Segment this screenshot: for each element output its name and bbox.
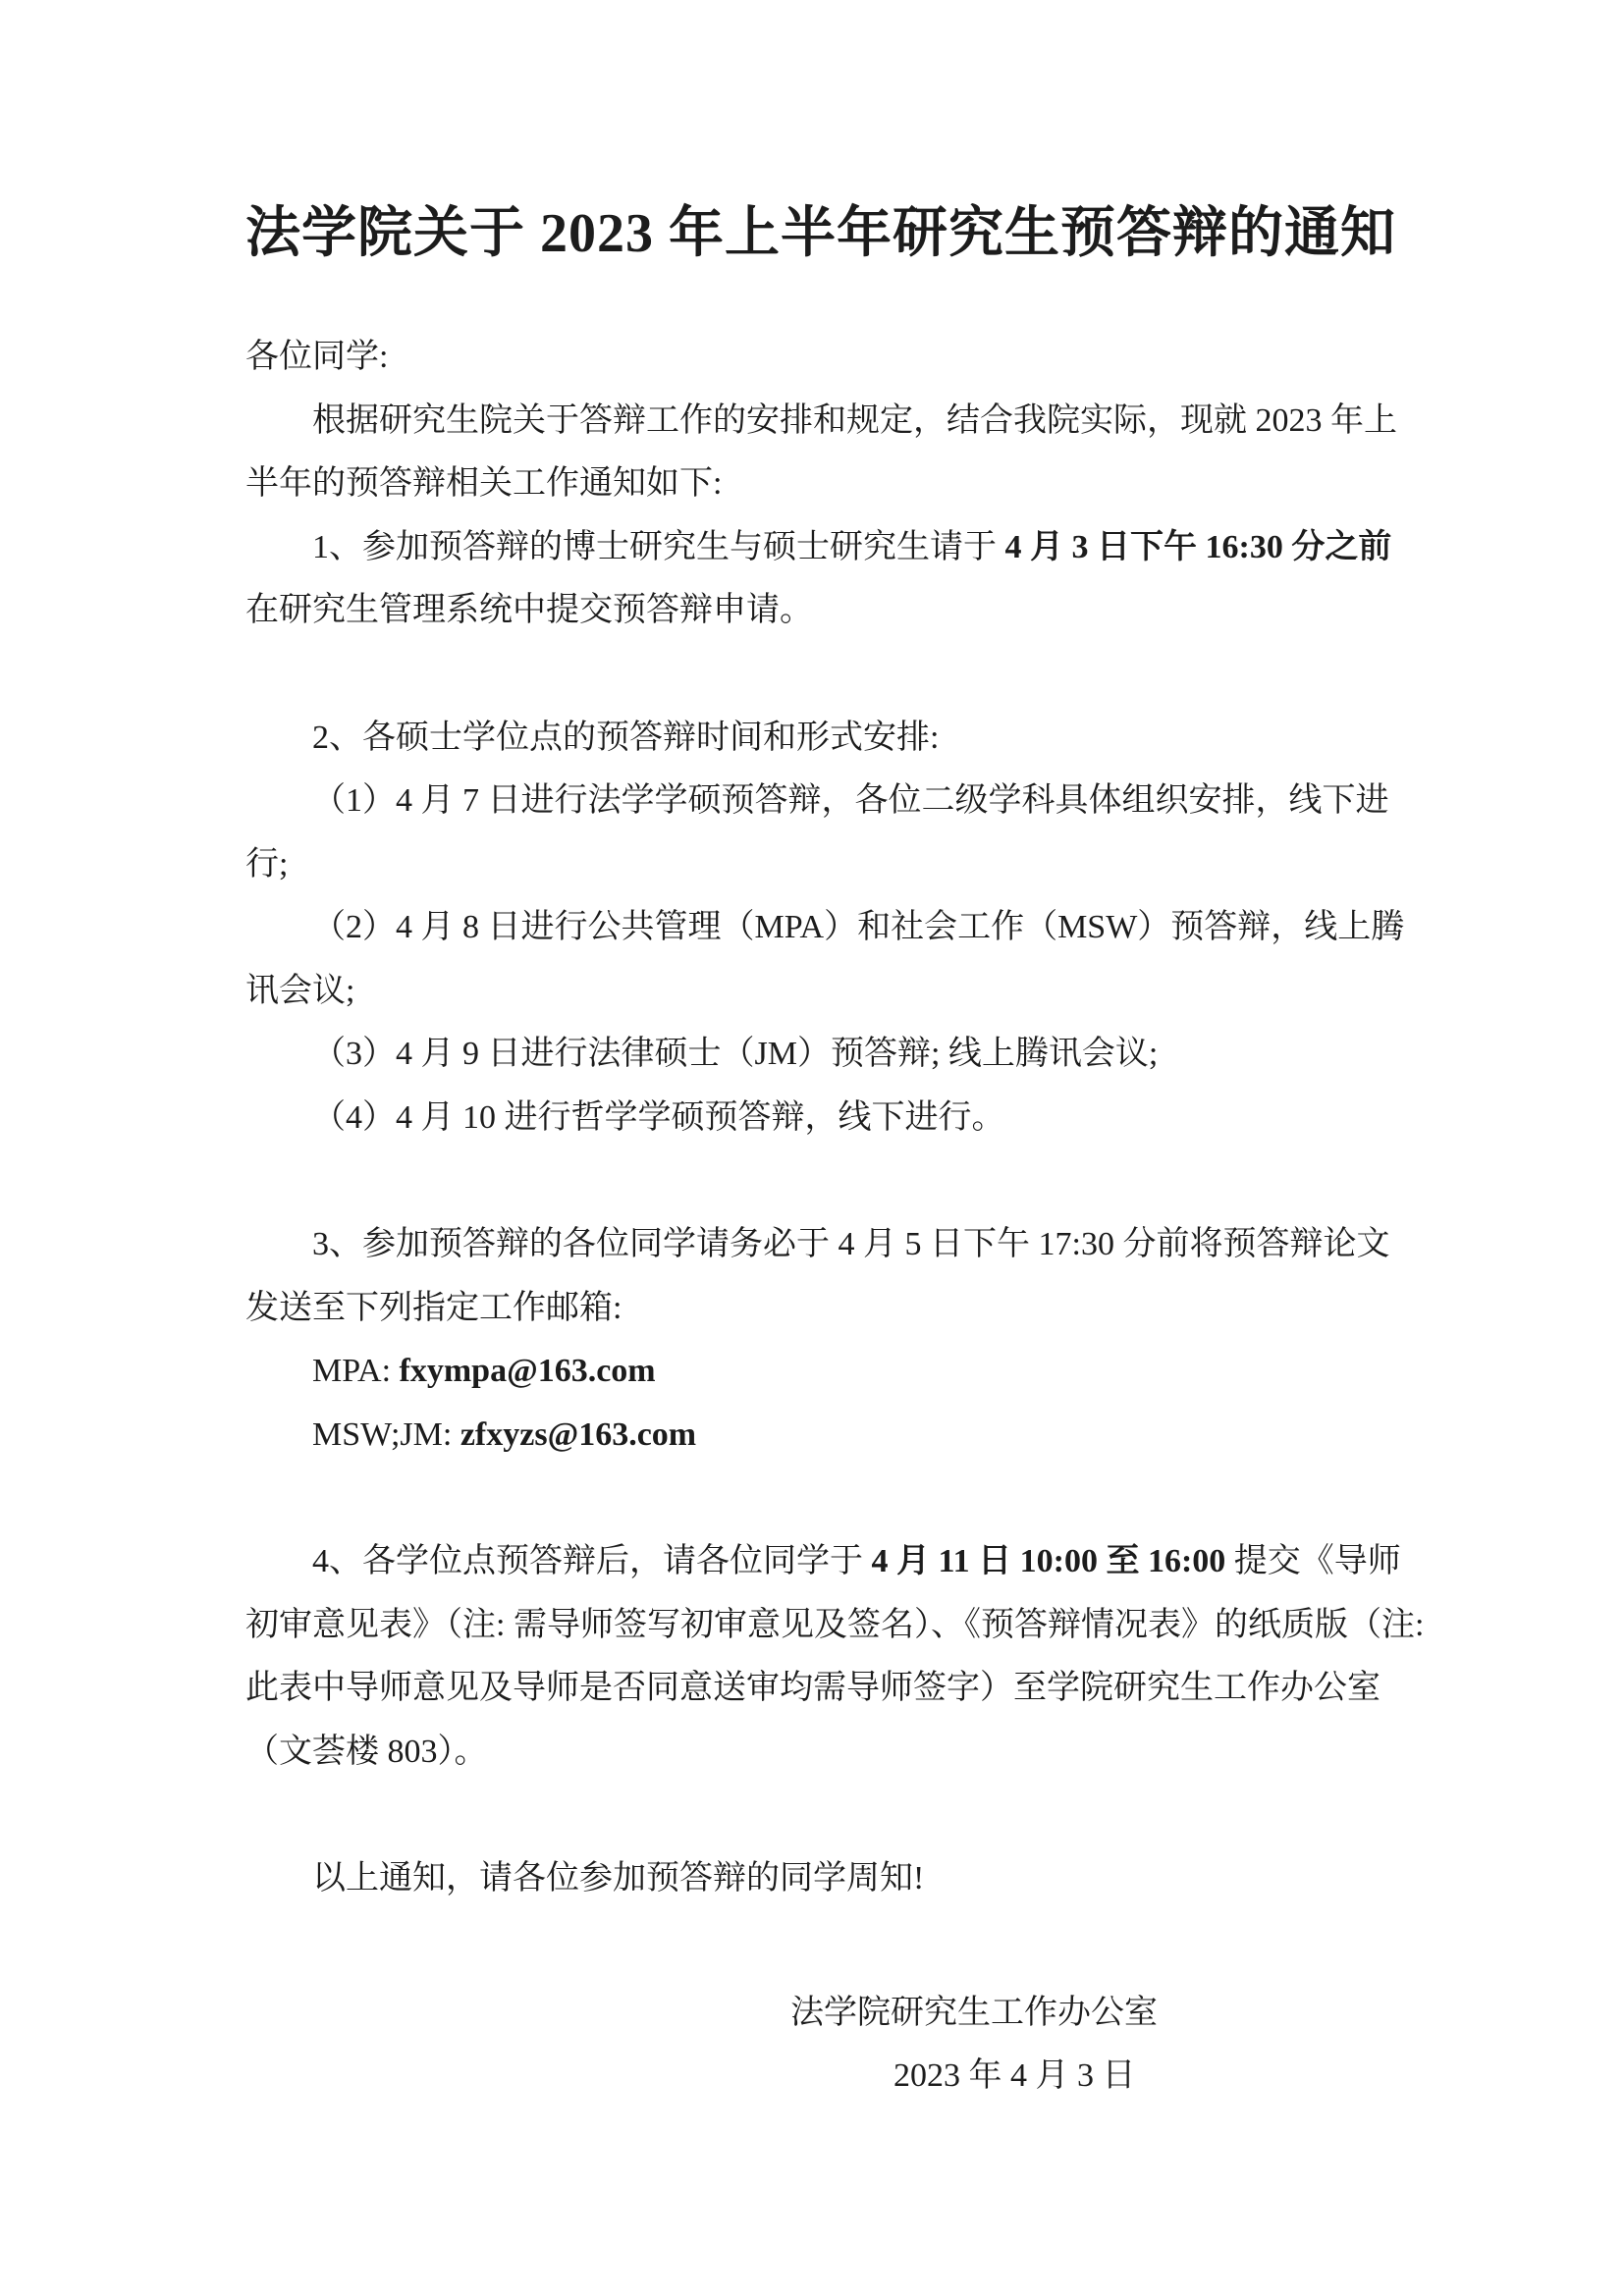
line-intro-a bbox=[245, 390, 1624, 454]
line-closing bbox=[245, 1847, 1624, 1911]
text-segment: 各位同学: bbox=[245, 339, 389, 375]
text-segment: 此表中导师意见及导师是否同意送审均需导师签字）至学院研究生工作办公室 bbox=[245, 1670, 1380, 1706]
line-intro-b bbox=[245, 453, 1624, 516]
date-line: 2023 年 4 月 3 日 bbox=[893, 2057, 1136, 2094]
text-segment: （2）4 月 8 日进行公共管理（MPA）和社会工作（MSW）预答辩，线上腾 bbox=[312, 909, 1405, 945]
line-mpa-email bbox=[245, 1340, 1624, 1404]
text-segment: 行; bbox=[245, 845, 289, 882]
line-item2-sub2-a bbox=[245, 896, 1624, 960]
text-segment: 半年的预答辩相关工作通知如下: bbox=[245, 465, 723, 502]
text-segment: 4、各学位点预答辩后，请各位同学于 bbox=[312, 1543, 872, 1579]
text-segment: （1）4 月 7 日进行法学学硕预答辩，各位二级学科具体组织安排，线下进 bbox=[312, 782, 1389, 819]
text-segment: 提交《导师 bbox=[1225, 1543, 1401, 1579]
line-item4-b bbox=[245, 1594, 1624, 1658]
line-salutation bbox=[245, 326, 1624, 390]
text-segment: 3、参加预答辩的各位同学请务必于 4 月 5 日下午 17:30 分前将预答辩论文 bbox=[312, 1226, 1390, 1262]
line-item1-a bbox=[245, 516, 1624, 580]
text-segment: 发送至下列指定工作邮箱: bbox=[245, 1289, 623, 1326]
line-item2-sub2-b bbox=[245, 960, 1624, 1024]
line-item4-a bbox=[245, 1530, 1624, 1594]
document-body bbox=[245, 326, 1624, 2109]
line-item3-b bbox=[245, 1277, 1624, 1341]
text-segment: 2、各硕士学位点的预答辩时间和形式安排: bbox=[312, 719, 940, 756]
text-segment: 初审意见表》（注: 需导师签写初审意见及签名）、《预答辩情况表》的纸质版（注: bbox=[245, 1606, 1425, 1643]
submit-window-bold: 4 月 11 日 10:00 至 16:00 bbox=[871, 1543, 1226, 1579]
line-item4-c bbox=[245, 1657, 1624, 1721]
mpa-email-address: fxympa@163.com bbox=[399, 1353, 656, 1389]
text-segment: 在研究生管理系统中提交预答辩申请。 bbox=[245, 592, 813, 628]
text-segment: MSW;JM: bbox=[312, 1415, 460, 1453]
page-title: 法学院关于 2023 年上半年研究生预答辩的通知 bbox=[245, 203, 1396, 264]
line-item3-a bbox=[245, 1213, 1624, 1277]
line-item2-sub3 bbox=[245, 1023, 1624, 1087]
text-segment: （3）4 月 9 日进行法律硕士（JM）预答辩; 线上腾讯会议; bbox=[312, 1036, 1159, 1072]
text-segment: （4）4 月 10 进行哲学学硕预答辩，线下进行。 bbox=[312, 1098, 1005, 1136]
line-item2-sub1-b bbox=[245, 833, 1624, 897]
line-item2-sub4 bbox=[245, 1087, 1624, 1150]
text-segment: 1、参加预答辩的博士研究生与硕士研究生请于 bbox=[312, 528, 1005, 565]
text-segment: 根据研究生院关于答辩工作的安排和规定，结合我院实际，现就 2023 年上 bbox=[312, 401, 1397, 439]
line-item2-sub1-a bbox=[245, 770, 1624, 833]
deadline-bold: 4 月 3 日下午 16:30 分之前 bbox=[1004, 528, 1392, 565]
text-segment: 以上通知，请各位参加预答辩的同学周知! bbox=[312, 1860, 925, 1896]
line-msw-jm-email bbox=[245, 1404, 1624, 1468]
text-segment: MPA: bbox=[312, 1353, 400, 1389]
msw-jm-email-address: zfxyzs@163.com bbox=[460, 1415, 697, 1453]
text-segment: （文荟楼 803）。 bbox=[245, 1733, 488, 1770]
text-segment: 讯会议; bbox=[245, 972, 355, 1009]
line-item2-heading bbox=[245, 707, 1624, 771]
line-item1-b bbox=[245, 579, 1624, 643]
signature: 法学院研究生工作办公室 bbox=[790, 1994, 1158, 2031]
line-item4-d bbox=[245, 1721, 1624, 1785]
